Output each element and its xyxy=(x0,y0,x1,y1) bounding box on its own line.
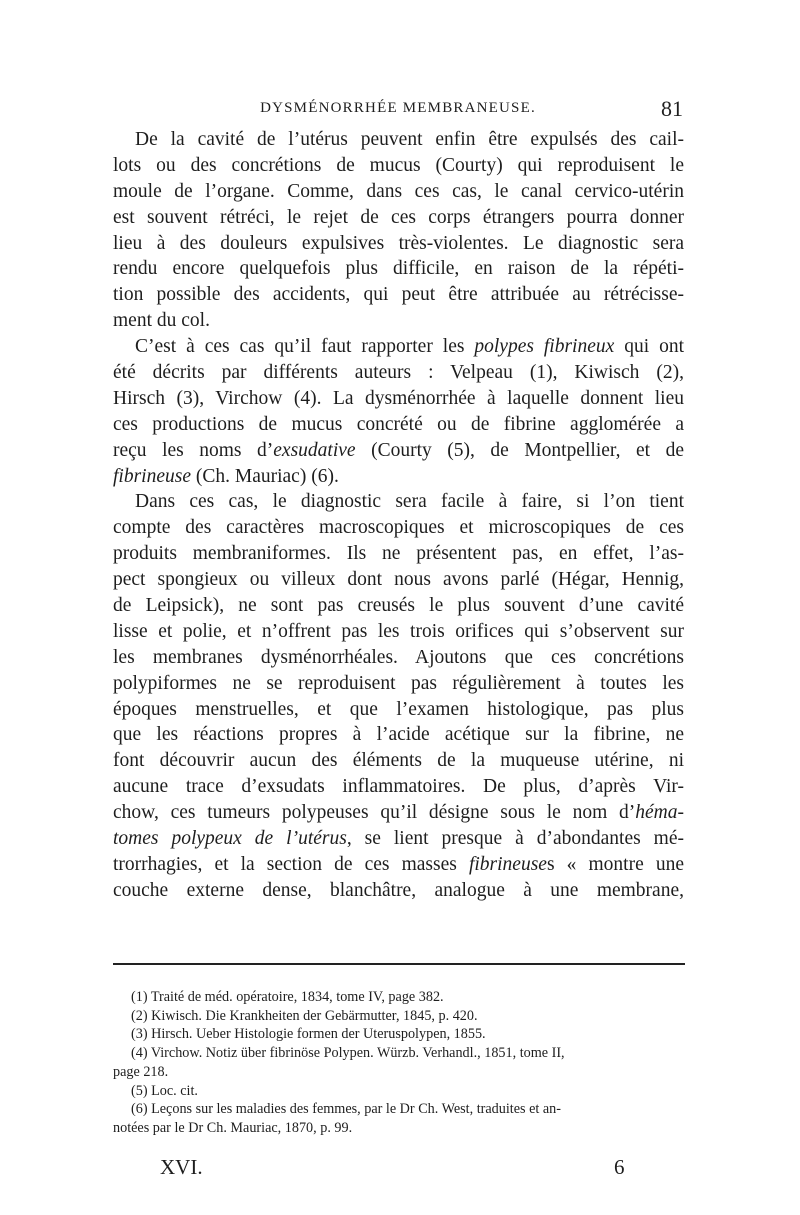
text-line: font découvrir aucun des éléments de la muqueuse utérine, ni xyxy=(113,750,684,772)
page-number: 81 xyxy=(661,96,683,121)
text-line: Hirsch (3), Virchow (4). La dysménorrhée à laquelle donnent lieu xyxy=(113,387,684,409)
text-line: est souvent rétréci, le rejet de ces corps étrangers pourra donner xyxy=(113,206,684,228)
footnote-continuation: notées par le Dr Ch. Mauriac, 1870, p. 99. xyxy=(113,1119,353,1136)
footnote: (1) Traité de méd. opératoire, 1834, tome IV, page 382. xyxy=(131,989,444,1005)
text-line: lieu à des douleurs expulsives très-violentes. Le diagnostic sera xyxy=(113,232,684,254)
text-line: ment du col. xyxy=(113,310,210,332)
text-line: fibrineuse (Ch. Mauriac) (6). xyxy=(113,465,339,487)
text-line: tion possible des accidents, qui peut être attribuée au rétrécisse- xyxy=(113,284,684,306)
text-line: trorrhagies, et la section de ces masses fibrineuses « montre une xyxy=(113,853,684,875)
text-line: les membranes dysménorrhéales. Ajoutons que ces concrétions xyxy=(113,646,684,668)
page-header xyxy=(113,96,683,130)
text-line: lisse et polie, et n’offrent pas les trois orifices qui s’observent sur xyxy=(113,620,684,642)
text-line: de Leipsick), ne sont pas creusés le plus souvent d’une cavité xyxy=(113,595,684,617)
footnote: (6) Leçons sur les maladies des femmes, par le Dr Ch. West, traduites et an- xyxy=(131,1101,562,1118)
text-line: produits membraniformes. Ils ne présentent pas, en effet, l’as- xyxy=(113,543,684,565)
text-line: moule de l’organe. Comme, dans ces cas, le canal cervico-utérin xyxy=(113,180,684,202)
footnote: (4) Virchow. Notiz über fibrinöse Polypen. Würzb. Verhandl., 1851, tome II, xyxy=(131,1045,565,1062)
footnote: (5) Loc. cit. xyxy=(131,1082,198,1099)
text-line: Dans ces cas, le diagnostic sera facile à faire, si l’on tient xyxy=(135,491,684,513)
text-line: chow, ces tumeurs polypeuses qu’il désigne sous le nom d’héma- xyxy=(113,802,684,824)
text-line: tomes polypeux de l’utérus, se lient presque à d’abondantes mé- xyxy=(113,828,684,850)
footnotes xyxy=(113,988,685,1138)
footnote-continuation: page 218. xyxy=(113,1063,169,1080)
text-line: De la cavité de l’utérus peuvent enfin être expulsés des cail- xyxy=(135,129,684,150)
sheet-number: 6 xyxy=(614,1155,625,1179)
text-line: été décrits par différents auteurs : Velpeau (1), Kiwisch (2), xyxy=(113,362,684,384)
text-line: aucune trace d’exsudats inflammatoires. De plus, d’après Vir- xyxy=(113,776,684,798)
footnote: (2) Kiwisch. Die Krankheiten der Gebärmutter, 1845, p. 420. xyxy=(131,1007,478,1024)
text-line: pect spongieux ou villeux dont nous avons parlé (Hégar, Hennig, xyxy=(113,569,684,591)
text-line: C’est à ces cas qu’il faut rapporter les polypes fibrineux qui ont xyxy=(135,336,684,358)
text-line: polypiformes ne se reproduisent pas régulièrement à toutes les xyxy=(113,672,684,694)
text-line: que les réactions propres à l’acide acétique sur la fibrine, ne xyxy=(113,724,684,746)
body-text xyxy=(113,127,684,904)
text-line: ces productions de mucus concrété ou de fibrine agglomérée a xyxy=(113,413,684,435)
text-line: couche externe dense, blanchâtre, analogue à une membrane, xyxy=(113,879,684,901)
running-head: DYSMÉNORRHÉE MEMBRANEUSE. xyxy=(260,100,536,116)
text-line: époques menstruelles, et que l’examen histologique, pas plus xyxy=(113,698,684,720)
text-line: rendu encore quelquefois plus difficile, en raison de la répéti- xyxy=(113,258,684,280)
text-line: lots ou des concrétions de mucus (Courty) qui reproduisent le xyxy=(113,154,684,176)
signature-mark: XVI. xyxy=(160,1155,203,1179)
text-line: compte des caractères macroscopiques et microscopiques de ces xyxy=(113,517,684,539)
footnote-rule xyxy=(113,963,685,965)
footnote: (3) Hirsch. Ueber Histologie formen der Uteruspolypen, 1855. xyxy=(131,1026,486,1043)
text-line: reçu les noms d’exsudative (Courty (5), de Montpellier, et de xyxy=(113,439,684,461)
